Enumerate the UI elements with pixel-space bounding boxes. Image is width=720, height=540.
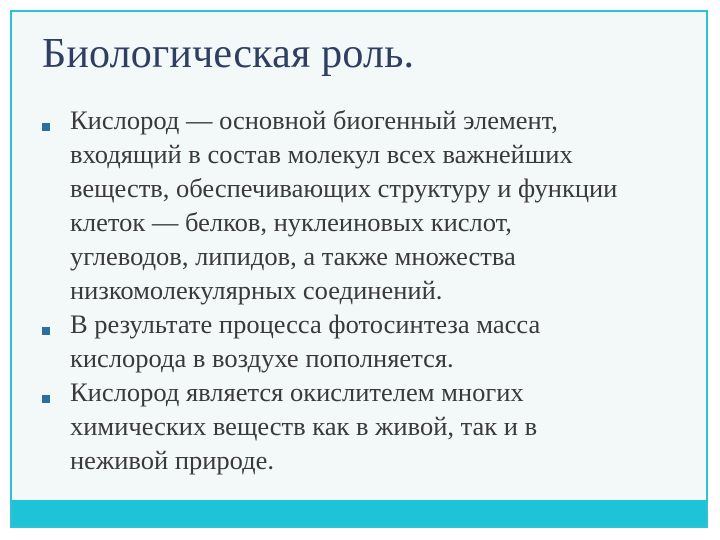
bullet-line: кислорода в воздухе пополняется. [70,343,454,373]
bullet-line: Кислород является окислителем многих [70,377,524,407]
bullet-line: химических веществ как в живой, так и в [70,411,538,441]
bullet-line: веществ, обеспечивающих структуру и функции [70,173,618,203]
bullet-line: В результате процесса фотосинтеза масса [70,309,541,339]
bullet-line: углеводов, липидов, а также множества [70,241,516,271]
square-bullet-icon [42,327,50,335]
bullet-line: Кислород — основной биогенный элемент, [70,105,558,135]
bullet-line: клеток — белков, нуклеиновых кислот, [70,207,512,237]
bullet-line: входящий в состав молекул всех важнейших [70,139,573,169]
bottom-accent-bar [12,500,706,526]
bullet-item-1 [42,103,682,307]
slide-title: Биологическая роль. [42,31,415,77]
square-bullet-icon [42,395,50,403]
bullet-item-3 [42,375,682,477]
bullet-line: низкомолекулярных соединений. [70,275,443,305]
bullet-line: неживой природе. [70,445,275,475]
bullet-item-2 [42,307,682,375]
bullet-list [42,103,682,477]
square-bullet-icon [42,123,50,131]
